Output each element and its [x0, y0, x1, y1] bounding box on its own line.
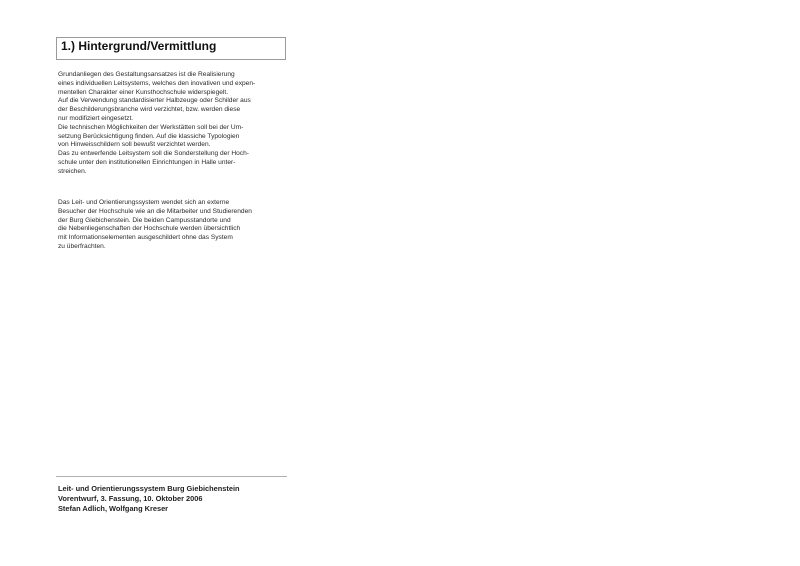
footer — [58, 484, 240, 515]
paragraph-line: mentellen Charakter einer Kunsthochschule widerspiegelt. — [58, 88, 229, 96]
page-heading: 1.) Hintergrund/Vermittlung — [61, 39, 217, 53]
paragraph-line: streichen. — [58, 167, 87, 175]
paragraph-line: Das Leit- und Orientierungssystem wendet sich an externe — [58, 199, 230, 206]
paragraph-line: der Beschilderungsbranche wird verzichtet, bzw. werden diese — [58, 106, 241, 114]
paragraph-line: mit Informationselementen ausgeschildert ohne das System — [58, 234, 233, 242]
paragraph-line: Grundanliegen des Gestaltungsansatzes ist die Realisierung — [58, 71, 235, 78]
paragraph-line: Das zu entwerfende Leitsystem soll die Sonderstellung der Hoch- — [58, 150, 249, 158]
paragraph-line: die Nebenliegenschaften der Hochschule werden übersichtlich — [58, 225, 241, 233]
footer-authors: Stefan Adlich, Wolfgang Kreser — [58, 504, 169, 514]
paragraph-line: setzung Berücksichtigung finden. Auf die klassiche Typologien — [58, 132, 240, 140]
paragraph-line: schule unter den institutionellen Einrichtungen in Halle unter- — [58, 158, 236, 166]
paragraph-line: zu überfrachten. — [58, 242, 106, 250]
heading-box — [56, 37, 286, 60]
footer-version: Vorentwurf, 3. Fassung, 10. Oktober 2006 — [58, 494, 203, 504]
paragraph-background — [58, 71, 298, 177]
footer-project-title: Leit- und Orientierungssystem Burg Giebichenstein — [58, 484, 240, 493]
paragraph-line: von Hinweisschildern soll bewußt verzichtet werden. — [58, 141, 211, 149]
paragraph-line: Auf die Verwendung standardisierter Halbzeuge oder Schilder aus — [58, 97, 251, 105]
paragraph-line: der Burg Giebichenstein. Die beiden Campusstandorte und — [58, 216, 231, 224]
paragraph-line: nur modifiziert eingesetzt. — [58, 114, 134, 122]
paragraph-audience — [58, 199, 298, 252]
paragraph-line: eines individuellen Leitsystems, welches den inovativen und expen- — [58, 79, 256, 87]
footer-divider — [56, 476, 287, 477]
paragraph-line: Besucher der Hochschule wie an die Mitarbeiter und Studierenden — [58, 207, 252, 215]
paragraph-line: Die technischen Möglichkeiten der Werkstätten soll bei der Um- — [58, 123, 244, 131]
